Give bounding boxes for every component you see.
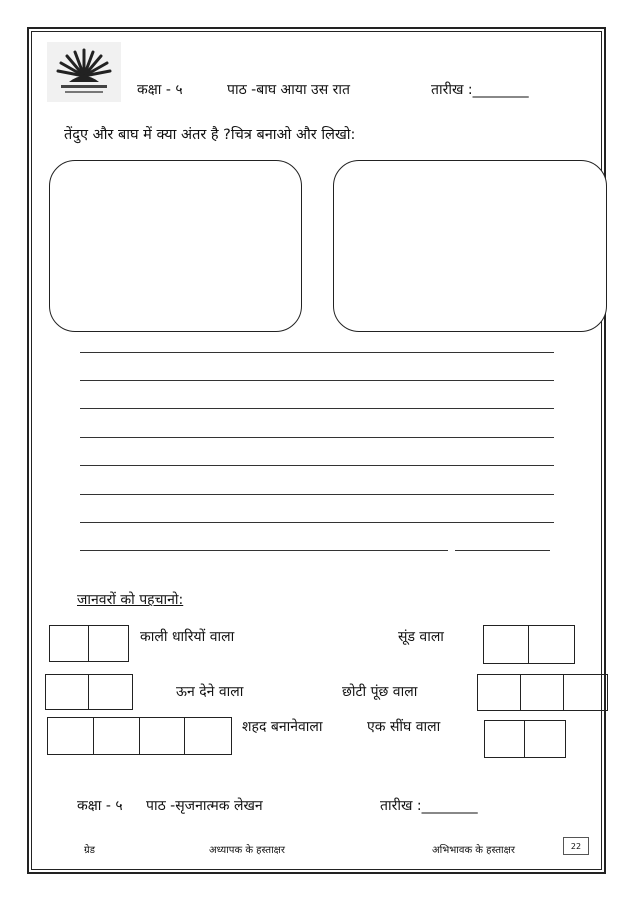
answer-boxes[interactable]	[483, 625, 575, 664]
footer-lesson-label: पाठ -सृजनात्मक लेखन	[146, 798, 263, 814]
answer-cell[interactable]	[89, 675, 132, 709]
answer-cell[interactable]	[529, 626, 574, 663]
clue-text: काली धारियों वाला	[140, 629, 235, 645]
section-title: जानवरों को पहचानो:	[77, 592, 184, 608]
writing-line[interactable]	[80, 408, 554, 409]
footer-date-label: तारीख :________	[380, 798, 478, 814]
answer-cell[interactable]	[89, 626, 128, 661]
answer-cell[interactable]	[478, 675, 521, 710]
clue-text: शहद बनानेवाला	[242, 719, 323, 735]
writing-line[interactable]	[80, 352, 554, 353]
school-logo	[47, 42, 121, 102]
answer-cell[interactable]	[484, 626, 529, 663]
answer-cell[interactable]	[525, 721, 565, 757]
answer-cell[interactable]	[140, 718, 186, 754]
drawing-box-left[interactable]	[49, 160, 302, 332]
answer-cell[interactable]	[185, 718, 231, 754]
header-date-label: तारीख :________	[431, 82, 529, 98]
answer-cell[interactable]	[50, 626, 89, 661]
writing-line[interactable]	[455, 550, 550, 551]
writing-line[interactable]	[80, 437, 554, 438]
answer-boxes[interactable]	[484, 720, 566, 758]
answer-cell[interactable]	[46, 675, 89, 709]
header-class-label: कक्षा - ५	[137, 82, 183, 98]
answer-boxes[interactable]	[49, 625, 129, 662]
drawing-box-right[interactable]	[333, 160, 607, 332]
clue-text: सूंड वाला	[398, 629, 444, 645]
header-lesson-label: पाठ -बाघ आया उस रात	[227, 82, 350, 98]
answer-boxes[interactable]	[477, 674, 608, 711]
clue-text: एक सींघ वाला	[367, 719, 441, 735]
clue-text: ऊन देने वाला	[176, 684, 244, 700]
writing-line[interactable]	[80, 465, 554, 466]
clue-text: छोटी पूंछ वाला	[342, 684, 418, 700]
footer-class-label: कक्षा - ५	[77, 798, 123, 814]
writing-line[interactable]	[80, 380, 554, 381]
answer-cell[interactable]	[485, 721, 525, 757]
answer-cell[interactable]	[48, 718, 94, 754]
answer-cell[interactable]	[564, 675, 607, 710]
writing-line[interactable]	[80, 522, 554, 523]
answer-cell[interactable]	[94, 718, 140, 754]
answer-boxes[interactable]	[45, 674, 133, 710]
answer-boxes[interactable]	[47, 717, 232, 755]
instruction-text: तेंदुए और बाघ में क्या अंतर है ?चित्र बनाओ और लिखो:	[64, 127, 356, 143]
grade-label: ग्रेड	[84, 845, 95, 856]
teacher-signature-label: अध्यापक के हस्ताक्षर	[209, 845, 285, 856]
writing-line[interactable]	[80, 494, 554, 495]
page-number: 22	[563, 837, 589, 855]
writing-line[interactable]	[80, 550, 448, 551]
answer-cell[interactable]	[521, 675, 564, 710]
parent-signature-label: अभिभावक के हस्ताक्षर	[432, 845, 515, 856]
